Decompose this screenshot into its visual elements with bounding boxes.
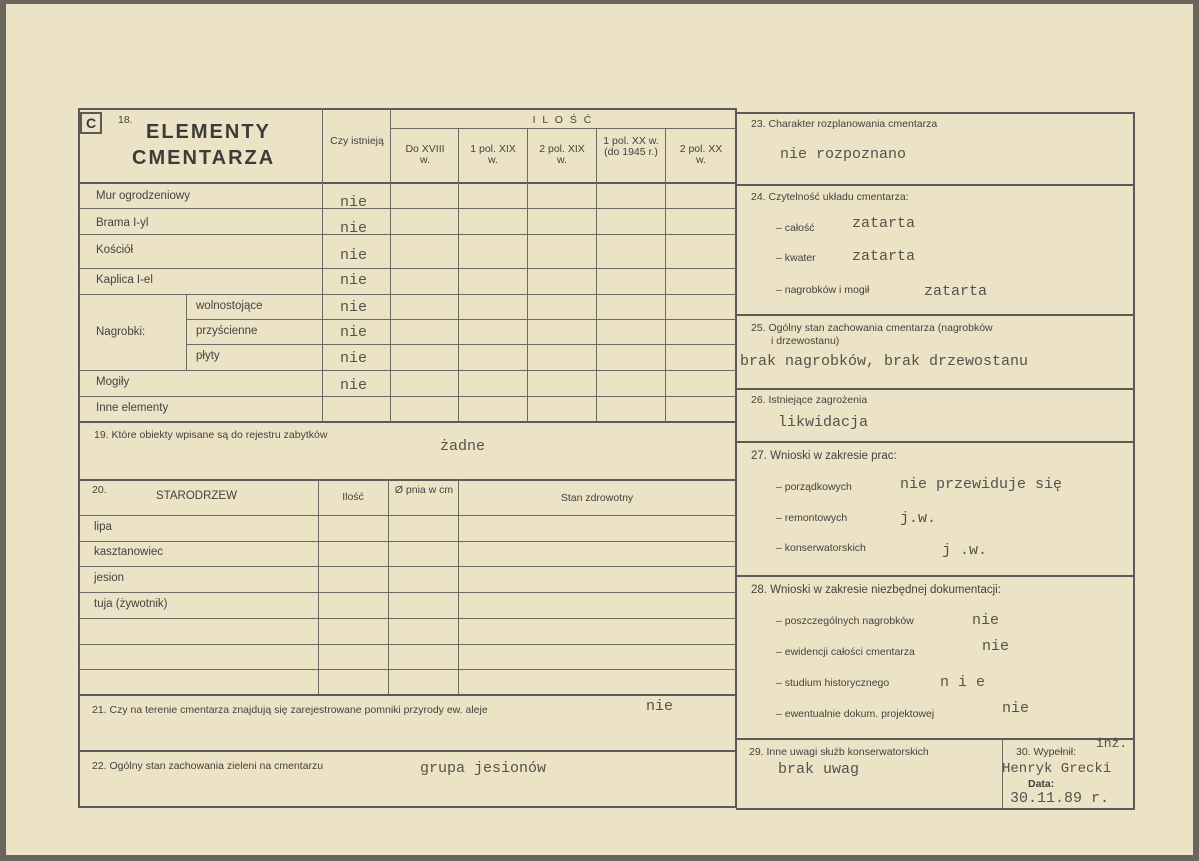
q24-label: 24. Czytelność układu cmentarza: bbox=[751, 191, 909, 203]
q27-item-value-conservation: j .w. bbox=[942, 542, 988, 559]
element-value-church: nie bbox=[340, 247, 368, 264]
q28-item-value-history: n i e bbox=[940, 674, 986, 691]
q28-item-label-history: – studium historycznego bbox=[776, 677, 890, 689]
element-value-freestanding: nie bbox=[340, 299, 368, 316]
element-label-graves: Mogiły bbox=[96, 376, 130, 388]
q20-col-health: Stan zdrowotny bbox=[560, 492, 634, 504]
q22-label: 22. Ogólny stan zachowania zieleni na cmentarzu bbox=[92, 760, 324, 772]
period-header-3: 2 pol. XIX w. bbox=[539, 143, 585, 166]
q29-value: brak uwag bbox=[778, 761, 860, 778]
q28-item-label-design: – ewentualnie dokum. projektowej bbox=[776, 708, 935, 720]
q19-label: 19. Które obiekty wpisane są do rejestru zabytków bbox=[94, 429, 328, 441]
form-code-box: C bbox=[80, 112, 102, 134]
date-label: Data: bbox=[1028, 778, 1055, 790]
q27-item-value-repair: j.w. bbox=[900, 510, 937, 527]
q25-label-line2: i drzewostanu) bbox=[771, 335, 840, 347]
q27-item-label-repair: – remontowych bbox=[776, 512, 848, 524]
q28-label: 28. Wnioski w zakresie niezbędnej dokumentacji: bbox=[751, 584, 1001, 596]
element-value-gate: nie bbox=[340, 220, 368, 237]
element-label-freestanding: wolnostojące bbox=[196, 300, 263, 312]
q22-value: grupa jesionów bbox=[420, 760, 547, 777]
section-number: 18. bbox=[118, 114, 133, 126]
q29-label: 29. Inne uwagi służb konserwatorskich bbox=[749, 746, 929, 758]
element-label-wall: Mur ogrodzeniowy bbox=[96, 190, 190, 202]
q24-item-value-graves: zatarta bbox=[924, 283, 988, 300]
q21-value: nie bbox=[646, 698, 674, 715]
q27-item-value-cleanup: nie przewiduje się bbox=[900, 476, 1063, 493]
tree-label-thuja: tuja (żywotnik) bbox=[94, 598, 168, 610]
q20-col-diameter: Ø pnia w cm bbox=[394, 484, 454, 496]
element-value-wall: nie bbox=[340, 194, 368, 211]
q27-item-label-cleanup: – porządkowych bbox=[776, 481, 852, 493]
q20-number: 20. bbox=[92, 484, 107, 496]
q26-value: likwidacja bbox=[778, 414, 869, 431]
period-header-1: Do XVIII w. bbox=[405, 143, 445, 166]
element-label-church: Kościół bbox=[96, 244, 134, 256]
q28-item-value-inventory: nie bbox=[982, 638, 1010, 655]
tree-label-ash: jesion bbox=[94, 572, 125, 584]
element-label-slabs: płyty bbox=[196, 350, 220, 362]
q24-item-label-whole: – całość bbox=[776, 222, 815, 234]
element-value-wall-mounted: nie bbox=[340, 324, 368, 341]
element-label-gate: Brama I-yl bbox=[96, 217, 149, 229]
q25-value: brak nagrobków, brak drzewostanu bbox=[740, 353, 1029, 370]
element-label-wall-mounted: przyścienne bbox=[196, 325, 258, 337]
q23-value: nie rozpoznano bbox=[780, 146, 907, 163]
q23-label: 23. Charakter rozplanowania cmentarza bbox=[751, 118, 938, 130]
period-header-5: 2 pol. XX w. bbox=[679, 143, 723, 166]
q20-title: STARODRZEW bbox=[156, 490, 237, 502]
q28-item-label-inventory: – ewidencji całości cmentarza bbox=[776, 646, 915, 658]
element-label-other: Inne elementy bbox=[96, 402, 169, 414]
q21-label: 21. Czy na terenie cmentarza znajdują się zarejestrowane pomniki przyrody ew. aleje bbox=[92, 704, 488, 716]
q30-name: Henryk Grecki bbox=[1002, 761, 1112, 777]
period-header-4: 1 pol. XX w. (do 1945 r.) bbox=[603, 135, 659, 158]
element-label-chapel: Kaplica I-el bbox=[96, 274, 153, 286]
q30-title: inż. bbox=[1096, 736, 1128, 751]
q24-item-label-graves: – nagrobków i mogił bbox=[776, 284, 870, 296]
q25-label-line1: 25. Ogólny stan zachowania cmentarza (nagrobków bbox=[751, 322, 993, 334]
q24-item-value-whole: zatarta bbox=[852, 215, 916, 232]
q28-item-value-design: nie bbox=[1002, 700, 1030, 717]
element-value-graves: nie bbox=[340, 377, 368, 394]
q19-value: żadne bbox=[440, 438, 486, 455]
ilosc-header: I L O Ś Ć bbox=[532, 114, 594, 126]
q28-item-value-graves: nie bbox=[972, 612, 1000, 629]
q24-item-value-quarters: zatarta bbox=[852, 248, 916, 265]
date-value: 30.11.89 r. bbox=[1010, 790, 1110, 807]
tree-label-linden: lipa bbox=[94, 521, 112, 533]
q20-col-count: Ilość bbox=[342, 491, 364, 503]
nagrobki-label: Nagrobki: bbox=[96, 326, 146, 338]
element-value-slabs: nie bbox=[340, 350, 368, 367]
q27-item-label-conservation: – konserwatorskich bbox=[776, 542, 866, 554]
q28-item-label-graves: – poszczególnych nagrobków bbox=[776, 615, 914, 627]
q26-label: 26. Istniejące zagrożenia bbox=[751, 394, 868, 406]
form-card bbox=[6, 4, 1193, 855]
col-exists-header: Czy istnieją bbox=[330, 135, 384, 147]
period-header-2: 1 pol. XIX w. bbox=[470, 143, 516, 166]
section-title-line1: ELEMENTY bbox=[146, 121, 271, 143]
q24-item-label-quarters: – kwater bbox=[776, 252, 816, 264]
tree-label-chestnut: kasztanowiec bbox=[94, 546, 164, 558]
section-title-line2: CMENTARZA bbox=[132, 147, 276, 169]
q30-label: 30. Wypełnił: bbox=[1016, 746, 1077, 758]
element-value-chapel: nie bbox=[340, 272, 368, 289]
q27-label: 27. Wnioski w zakresie prac: bbox=[751, 450, 897, 462]
